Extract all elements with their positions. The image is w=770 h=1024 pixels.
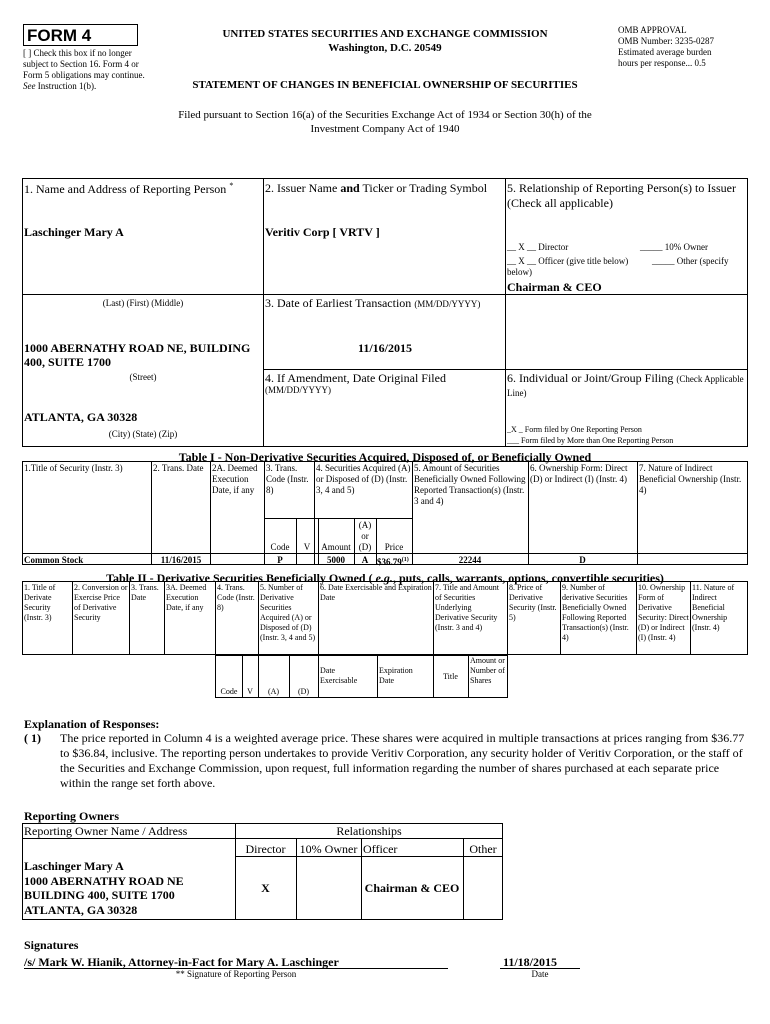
- multi-person-filing: ___ Form filed by More than One Reporting Person: [507, 436, 674, 445]
- t1-h-form: 6. Ownership Form: Direct (D) or Indirect (I) (Instr. 4): [530, 463, 628, 484]
- reporting-person-street: 1000 ABERNATHY ROAD NE, BUILDING 400, SUITE 1700: [24, 341, 251, 369]
- t2-h6: 5. Number of Derivative Securities Acquired (A) or Disposed of (D) (Instr. 3, 4 and 5): [260, 583, 316, 642]
- t2-h11: 10. Ownership Form of Derivative Security: Direct (D) or Indirect (I) (Instr. 4): [638, 583, 689, 642]
- t1-h-date: 2. Trans. Date: [153, 463, 204, 473]
- earliest-transaction-date: 11/16/2015: [357, 341, 412, 355]
- box4-format: (MM/DD/YYYY): [265, 385, 331, 395]
- owners-col-rel: Relationships: [336, 824, 402, 838]
- statement-title: STATEMENT OF CHANGES IN BENEFICIAL OWNERSHIP OF SECURITIES: [192, 79, 578, 91]
- omb-burden: Estimated average burden: [618, 47, 712, 57]
- omb-hours: hours per response... 0.5: [618, 58, 706, 68]
- omb-box: [618, 25, 758, 69]
- t2-h9: 8. Price of Derivative Security (Instr. 5): [509, 583, 557, 622]
- t1-h-owned: 5. Amount of Securities Beneficially Owned Following Reported Transaction(s) (Instr. 3 and 4): [414, 463, 526, 506]
- footnote-number: ( 1): [24, 731, 41, 745]
- t1-h-title: 1.Title of Security (Instr. 3): [24, 463, 123, 473]
- name-hint: (Last) (First) (Middle): [102, 298, 184, 308]
- t1-sub-amount: Amount: [321, 542, 351, 552]
- box4-label: 4. If Amendment, Date Original Filed: [265, 371, 446, 385]
- t1-sub-v: V: [303, 542, 311, 552]
- t1-aord: A: [361, 555, 369, 565]
- explanation-heading: Explanation of Responses:: [24, 717, 160, 731]
- owners-col-director: Director: [245, 842, 286, 856]
- issuer-name: Veritiv Corp [ VRTV ]: [265, 225, 380, 239]
- signatures-heading: Signatures: [24, 938, 79, 952]
- t2-h3: 3. Trans. Date: [131, 583, 159, 602]
- no-longer-subject-note: [ ] Check this box if no longer subject to Section 16. Form 4 or Form 5 obligations may continue. See Instruction 1(b).: [23, 48, 145, 91]
- officer-check: __ X __ Officer (give title below): [507, 256, 629, 266]
- box3-label: 3. Date of Earliest Transaction (MM/DD/YYYY): [265, 296, 481, 310]
- signature-date: 11/18/2015: [503, 955, 558, 969]
- top-boxes-frame: [22, 178, 748, 447]
- table1-title: Table I - Non-Derivative Securities Acquired, Disposed of, or Beneficially Owned: [178, 450, 592, 464]
- t2-sub-expiration: Expiration Date: [379, 666, 413, 685]
- signature-caption: ** Signature of Reporting Person: [175, 969, 297, 979]
- reporting-person-city: ATLANTA, GA 30328: [24, 410, 138, 424]
- t1-sub-aord: (A) or (D): [358, 520, 372, 552]
- omb-number: OMB Number: 3235-0287: [618, 36, 714, 46]
- t2-h4: 3A. Deemed Execution Date, if any: [166, 583, 207, 612]
- t2-h5: 4. Trans. Code (Instr. 8): [217, 583, 255, 612]
- agency-name: UNITED STATES SECURITIES AND EXCHANGE COMMISSION: [222, 28, 548, 40]
- form-title-box: [23, 24, 138, 46]
- t2-h1: 1. Title of Derivate Security (Instr. 3): [24, 583, 56, 622]
- t2-h10: 9. Number of derivative Securities Beneficially Owned Following Reported Transaction(s) (Instr. 4): [562, 583, 629, 642]
- one-person-filing: _X _ Form filed by One Reporting Person: [507, 425, 642, 434]
- owners-heading: Reporting Owners: [24, 809, 119, 823]
- box5-sublabel: (Check all applicable): [507, 196, 613, 210]
- agency-city: Washington, D.C. 20549: [328, 42, 442, 54]
- t2-sub-d: (D): [297, 687, 310, 696]
- signature-line: /s/ Mark W. Hianik, Attorney-in-Fact for Mary A. Laschinger: [24, 955, 339, 969]
- t2-sub-amount: Amount or Number of Shares: [470, 656, 505, 685]
- footnote-text: The price reported in Column 4 is a weighted average price. These shares were acquired in multiple transactions at prices ranging from $36.77 to $36.84, inclusive. The reporting person undertakes to provide Veritiv Corporation, any security holder of Veritiv Corporation, or the staff of the Securities and Exchange Commission, upon request, full information regarding the number of shares purchased at each separate price within the range set forth above.: [60, 731, 745, 790]
- t2-h2: 2. Conversion or Exercise Price of Derivative Security: [74, 583, 128, 622]
- t1-h-code: 3. Trans. Code (Instr. 8): [266, 463, 309, 495]
- other-check: _____ Other (specify below): [507, 256, 729, 277]
- t2-sub-a: (A): [267, 687, 280, 696]
- officer-title: Chairman & CEO: [507, 280, 602, 294]
- t2-sub-code: Code: [220, 687, 238, 696]
- t1-form: D: [579, 555, 586, 565]
- box2-label: 2. Issuer Name and Ticker or Trading Symbol: [265, 181, 488, 195]
- owner-director-value: X: [261, 881, 270, 895]
- form-title: FORM 4: [27, 26, 92, 45]
- reporting-person-name: Laschinger Mary A: [24, 225, 124, 239]
- t2-h8: 7. Title and Amount of Securities Underlying Derivative Security (Instr. 3 and 4): [435, 583, 500, 632]
- t1-date: 11/16/2015: [160, 555, 202, 565]
- t1-sub-price: Price: [384, 542, 404, 552]
- owners-col-name: Reporting Owner Name / Address: [24, 824, 188, 838]
- t1-code: P: [277, 555, 283, 565]
- ten-pct-check: _____ 10% Owner: [640, 242, 708, 252]
- owners-col-officer: Officer: [363, 842, 398, 856]
- box5-label: 5. Relationship of Reporting Person(s) to Issuer: [507, 181, 736, 195]
- t2-sub-exercisable: Date Exercisable: [320, 666, 358, 685]
- city-hint: (City) (State) (Zip): [108, 429, 178, 439]
- t1-h-nature: 7. Nature of Indirect Beneficial Ownership (Instr. 4): [639, 463, 742, 495]
- t1-h-deemed: 2A. Deemed Execution Date, if any: [212, 463, 258, 495]
- omb-approval: OMB APPROVAL: [618, 25, 687, 35]
- owners-col-10pct: 10% Owner: [299, 842, 358, 856]
- t1-sub-code: Code: [270, 542, 290, 552]
- t2-h7: 6. Date Exercisable and Expiration Date: [320, 583, 432, 602]
- t1-owned: 22244: [458, 555, 482, 565]
- t1-amount: 5000: [327, 555, 345, 565]
- filed-pursuant-line1: Filed pursuant to Section 16(a) of the Securities Exchange Act of 1934 or Section 30(h) of the: [178, 109, 592, 121]
- street-hint: (Street): [129, 372, 157, 382]
- t2-sub-title: Title: [443, 672, 458, 681]
- owner-officer-value: Chairman & CEO: [364, 881, 460, 895]
- director-check: __ X __ Director: [507, 242, 569, 252]
- t1-security: Common Stock: [24, 555, 84, 565]
- box6-label: 6. Individual or Joint/Group Filing (Check Applicable Line): [507, 371, 744, 398]
- t2-sub-v: V: [247, 687, 253, 696]
- table2-title: Table II - Derivative Securities Beneficially Owned ( e.g., puts, calls, warrants, options, convertible securities): [106, 571, 664, 585]
- owners-col-other: Other: [469, 842, 497, 856]
- t1-price: $36.79$^{(1)}$: [377, 557, 409, 567]
- date-caption: Date: [531, 969, 549, 979]
- box1-label: 1. Name and Address of Reporting Person *: [24, 181, 234, 196]
- t2-h12: 11. Nature of Indirect Beneficial Ownership (Instr. 4): [692, 583, 735, 632]
- owner-name-address: Laschinger Mary A 1000 ABERNATHY ROAD NE BUILDING 400, SUITE 1700 ATLANTA, GA 30328: [24, 859, 184, 917]
- filed-pursuant-line2: Investment Company Act of 1940: [310, 123, 460, 135]
- t1-h-acquired: 4. Securities Acquired (A) or Disposed of (D) (Instr. 3, 4 and 5): [316, 463, 411, 495]
